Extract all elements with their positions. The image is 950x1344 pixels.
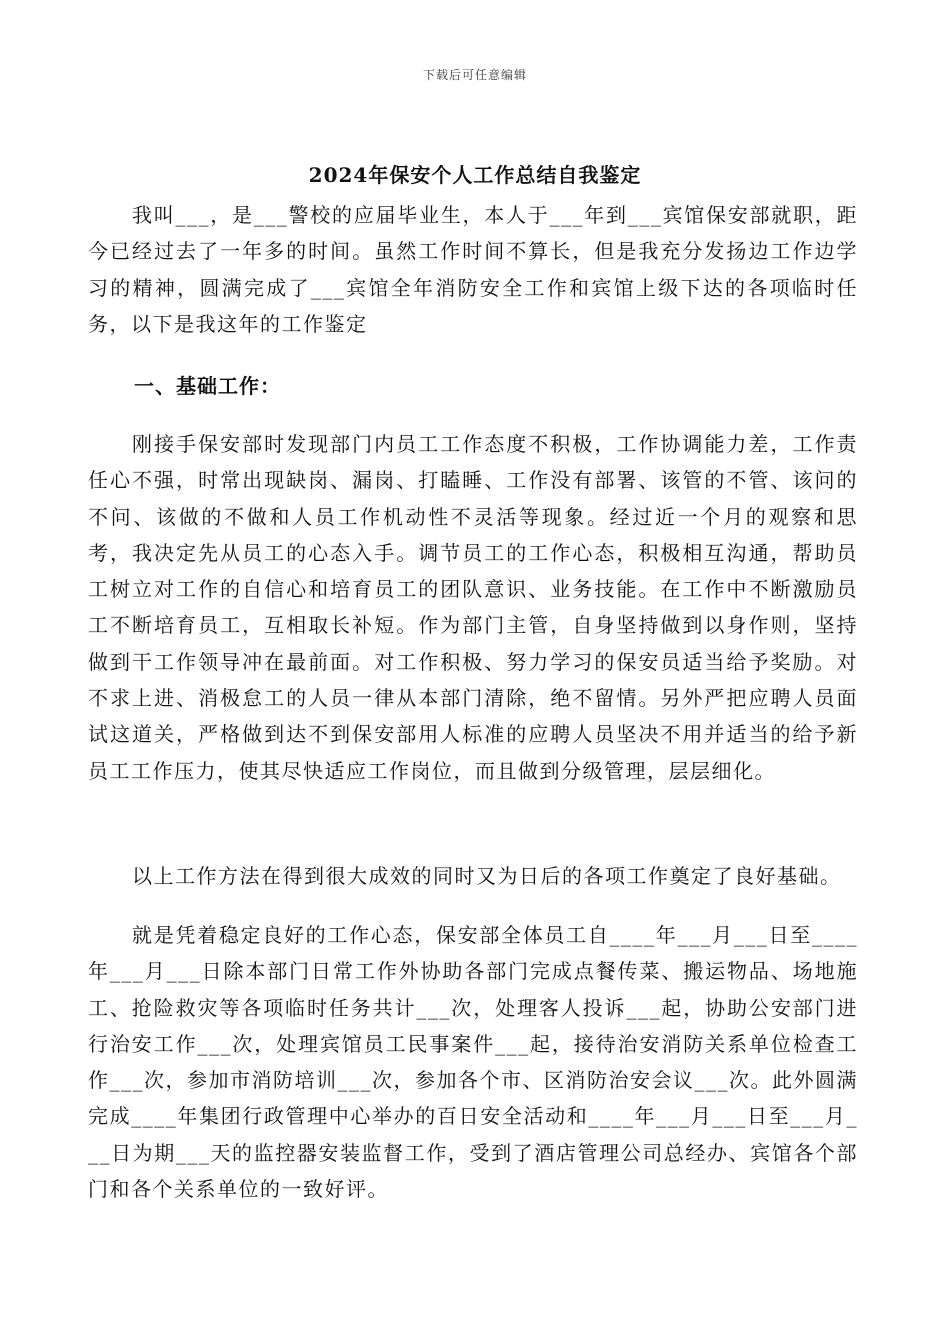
section-heading-basic-work: 一、基础工作： bbox=[134, 374, 281, 398]
summary-paragraph: 以上工作方法在得到很大成效的同时又为日后的各项工作奠定了良好基础。 bbox=[132, 864, 842, 888]
achievements-paragraph: 就是凭着稳定良好的工作心态，保安部全体员工自____年___月___日至____年___月___日除本部门日常工作外协助各部门完成点餐传菜、搬运物品、场地施工、抢险救灾等各项临时任务共计___次，处理客人投诉___起，协助公安部门进行治安工作___次，处理宾馆员工民事案件___起，接待治安消防关系单位检查工作___次，参加市消防培训___次，参加各个市、区消防治安会议___次。此外圆满完成____年集团行政管理中心举办的百日安全活动和____年___月___日至___月___日为期___天的监控器安装监督工作，受到了酒店管理公司总经办、宾馆各个部门和各个关系单位的一致好评。 bbox=[88, 923, 858, 1202]
basic-work-paragraph: 刚接手保安部时发现部门内员工工作态度不积极，工作协调能力差，工作责任心不强，时常出现缺岗、漏岗、打瞌睡、工作没有部署、该管的不管、该问的不问、该做的不做和人员工作机动性不灵活等现象。经过近一个月的观察和思考，我决定先从员工的心态入手。调节员工的工作心态，积极相互沟通，帮助员工树立对工作的自信心和培育员工的团队意识、业务技能。在工作中不断激励员工不断培育员工，互相取长补短。作为部门主管，自身坚持做到以身作则，坚持做到干工作领导冲在最前面。对工作积极、努力学习的保安员适当给予奖励。对不求上进、消极怠工的人员一律从本部门清除，绝不留情。另外严把应聘人员面试这道关，严格做到达不到保安部用人标准的应聘人员坚决不用并适当的给予新员工工作压力，使其尽快适应工作岗位，而且做到分级管理，层层细化。 bbox=[88, 432, 858, 783]
page-title: 2024年保安个人工作总结自我鉴定 bbox=[308, 163, 642, 188]
intro-paragraph: 我叫___，是___警校的应届毕业生，本人于___年到___宾馆保安部就职，距今已经过去了一年多的时间。虽然工作时间不算长，但是我充分发扬边工作边学习的精神，圆满完成了___宾馆全年消防安全工作和宾馆上级下达的各项临时任务，以下是我这年的工作鉴定 bbox=[88, 203, 858, 336]
header-note: 下载后可任意编辑 bbox=[422, 68, 527, 82]
